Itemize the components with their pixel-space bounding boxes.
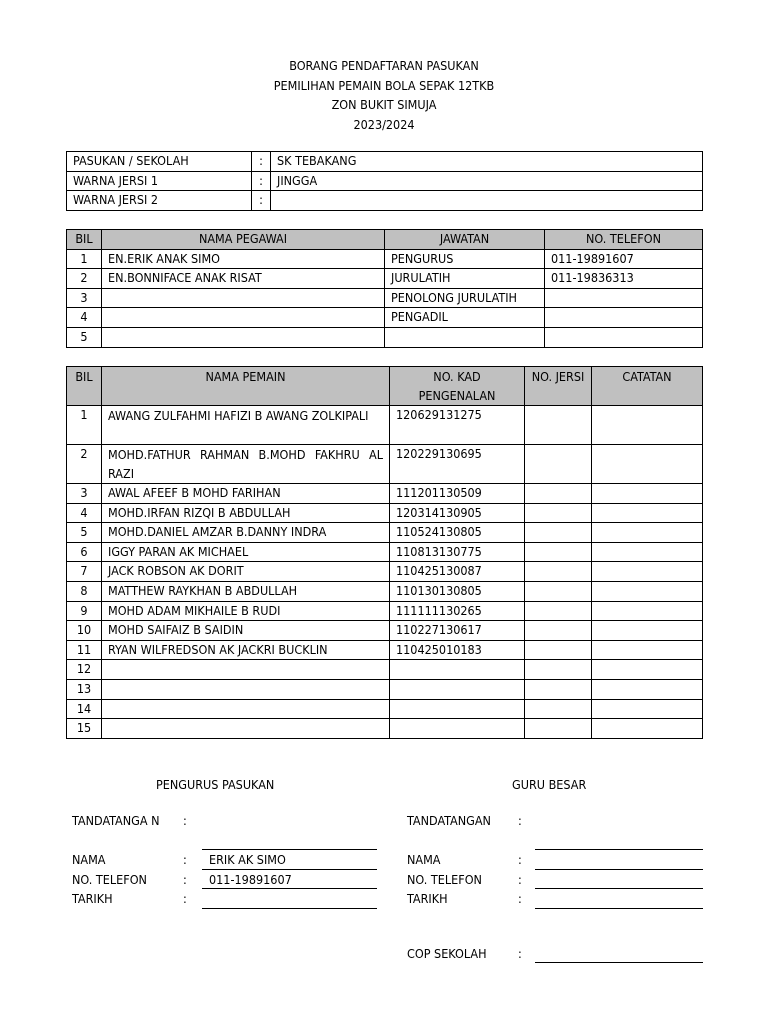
info-value: SK TEBAKANG (271, 152, 703, 172)
cell-jersi (525, 542, 592, 562)
cell-catatan (592, 679, 703, 699)
table-row (67, 640, 703, 660)
school-stamp-line (535, 962, 703, 963)
cell-nama: IGGY PARAN AK MICHAEL (102, 542, 390, 562)
cell-catatan (592, 719, 703, 739)
cell-jersi (525, 503, 592, 523)
column-header-bil: BIL (67, 367, 102, 406)
right-signature-colon: : (518, 813, 522, 828)
table-row (67, 444, 703, 483)
table-row (67, 503, 703, 523)
cell-catatan (592, 562, 703, 582)
left-tarikh-line (202, 908, 377, 909)
cell-jawatan: PENOLONG JURULATIH (385, 288, 545, 308)
cell-ic: 110524130805 (390, 523, 525, 543)
cell-ic: 110813130775 (390, 542, 525, 562)
right-tarikh-line (535, 908, 703, 909)
cell-catatan (592, 503, 703, 523)
right-signature-label: TANDATANGAN (407, 813, 491, 828)
cell-jersi (525, 581, 592, 601)
cell-bil: 12 (67, 660, 102, 680)
title-line-3: ZON BUKIT SIMUJA (331, 97, 437, 113)
cell-bil: 3 (67, 484, 102, 504)
table-row (67, 601, 703, 621)
table-row (67, 660, 703, 680)
cell-bil: 9 (67, 601, 102, 621)
left-telefon-colon: : (183, 872, 187, 887)
table-row (67, 621, 703, 641)
cell-bil: 14 (67, 699, 102, 719)
table-row (67, 699, 703, 719)
info-row-jersey-1 (67, 171, 703, 191)
cell-nama: EN.BONNIFACE ANAK RISAT (102, 269, 385, 289)
officials-table (66, 229, 703, 348)
cell-telefon: 011-19836313 (545, 269, 703, 289)
cell-nama (102, 699, 390, 719)
table-row (67, 484, 703, 504)
title-line-2: PEMILIHAN PEMAIN BOLA SEPAK 12TKB (273, 77, 495, 93)
cell-jersi (525, 719, 592, 739)
cell-bil: 2 (67, 269, 102, 289)
cell-ic: 110227130617 (390, 621, 525, 641)
cell-catatan (592, 581, 703, 601)
cell-bil: 13 (67, 679, 102, 699)
cell-bil: 5 (67, 523, 102, 543)
table-row (67, 562, 703, 582)
info-separator: : (252, 171, 271, 191)
school-stamp-label: COP SEKOLAH (407, 946, 487, 961)
column-header-jawatan: JAWATAN (385, 230, 545, 250)
cell-bil: 15 (67, 719, 102, 739)
info-value (271, 191, 703, 211)
column-header-nama-pegawai: NAMA PEGAWAI (102, 230, 385, 250)
cell-telefon (545, 308, 703, 328)
cell-ic: 110425130087 (390, 562, 525, 582)
title-line-4: 2023/2024 (353, 117, 415, 133)
info-label: WARNA JERSI 2 (67, 191, 252, 211)
table-row (67, 269, 703, 289)
left-signature-label: TANDATANGA N (72, 813, 160, 828)
cell-bil: 8 (67, 581, 102, 601)
cell-nama (102, 679, 390, 699)
cell-jersi (525, 699, 592, 719)
cell-jawatan: PENGURUS (385, 249, 545, 269)
cell-nama: MOHD.IRFAN RIZQI B ABDULLAH (102, 503, 390, 523)
cell-ic: 120314130905 (390, 503, 525, 523)
cell-telefon (545, 327, 703, 347)
cell-nama: EN.ERIK ANAK SIMO (102, 249, 385, 269)
left-tarikh-label: TARIKH (72, 891, 113, 906)
cell-jersi (525, 523, 592, 543)
cell-nama (102, 288, 385, 308)
cell-nama: JACK ROBSON AK DORIT (102, 562, 390, 582)
table-row (67, 249, 703, 269)
right-telefon-label: NO. TELEFON (407, 872, 482, 887)
cell-nama: MOHD SAIFAIZ B SAIDIN (102, 621, 390, 641)
cell-jersi (525, 679, 592, 699)
cell-bil: 5 (67, 327, 102, 347)
cell-bil: 6 (67, 542, 102, 562)
cell-jersi (525, 484, 592, 504)
cell-catatan (592, 601, 703, 621)
cell-jersi (525, 406, 592, 445)
cell-bil: 4 (67, 503, 102, 523)
cell-nama (102, 719, 390, 739)
table-row (67, 288, 703, 308)
headmaster-heading: GURU BESAR (512, 777, 587, 792)
cell-catatan (592, 640, 703, 660)
officials-header-row (67, 230, 703, 250)
table-row (67, 581, 703, 601)
right-name-colon: : (518, 852, 522, 867)
team-manager-heading: PENGURUS PASUKAN (156, 777, 275, 792)
left-telefon-line (202, 888, 377, 889)
right-tarikh-colon: : (518, 891, 522, 906)
right-name-label: NAMA (407, 852, 441, 867)
cell-jawatan: JURULATIH (385, 269, 545, 289)
school-stamp-colon: : (518, 946, 522, 961)
column-header-kad-pengenalan: NO. KAD PENGENALAN (390, 367, 525, 406)
cell-nama: MOHD.DANIEL AMZAR B.DANNY INDRA (102, 523, 390, 543)
cell-nama: MOHD.FATHUR RAHMAN B.MOHD FAKHRU AL RAZI (102, 444, 390, 483)
cell-catatan (592, 621, 703, 641)
table-row (67, 542, 703, 562)
cell-bil: 4 (67, 308, 102, 328)
column-header-bil: BIL (67, 230, 102, 250)
info-row-team (67, 152, 703, 172)
title-line-1: BORANG PENDAFTARAN PASUKAN (289, 58, 479, 73)
cell-bil: 11 (67, 640, 102, 660)
left-signature-colon: : (183, 813, 187, 828)
column-header-catatan: CATATAN (592, 367, 703, 406)
left-telefon-label: NO. TELEFON (72, 872, 147, 887)
table-row (67, 523, 703, 543)
cell-jersi (525, 562, 592, 582)
cell-ic (390, 719, 525, 739)
cell-ic: 120629131275 (390, 406, 525, 445)
cell-catatan (592, 523, 703, 543)
right-telefon-colon: : (518, 872, 522, 887)
left-name-label: NAMA (72, 852, 106, 867)
cell-catatan (592, 660, 703, 680)
cell-bil: 3 (67, 288, 102, 308)
right-signature-line (535, 849, 703, 850)
cell-ic: 120229130695 (390, 444, 525, 483)
column-header-jersi: NO. JERSI (525, 367, 592, 406)
cell-nama (102, 327, 385, 347)
cell-jersi (525, 444, 592, 483)
cell-nama (102, 308, 385, 328)
table-row (67, 406, 703, 445)
right-name-line (535, 869, 703, 870)
cell-bil: 2 (67, 444, 102, 483)
cell-bil: 7 (67, 562, 102, 582)
column-header-nama-pemain: NAMA PEMAIN (102, 367, 390, 406)
table-row (67, 719, 703, 739)
cell-bil: 10 (67, 621, 102, 641)
cell-nama: MATTHEW RAYKHAN B ABDULLAH (102, 581, 390, 601)
cell-bil: 1 (67, 249, 102, 269)
right-tarikh-label: TARIKH (407, 891, 448, 906)
cell-jawatan (385, 327, 545, 347)
info-label: WARNA JERSI 1 (67, 171, 252, 191)
cell-ic: 111201130509 (390, 484, 525, 504)
info-label: PASUKAN / SEKOLAH (67, 152, 252, 172)
left-telefon-value: 011-19891607 (209, 872, 292, 887)
info-separator: : (252, 152, 271, 172)
cell-jawatan: PENGADIL (385, 308, 545, 328)
column-header-telefon: NO. TELEFON (545, 230, 703, 250)
table-row (67, 679, 703, 699)
players-table (66, 366, 703, 739)
cell-telefon (545, 288, 703, 308)
cell-jersi (525, 621, 592, 641)
cell-catatan (592, 444, 703, 483)
cell-ic (390, 699, 525, 719)
cell-nama: AWAL AFEEF B MOHD FARIHAN (102, 484, 390, 504)
cell-nama (102, 660, 390, 680)
cell-ic: 111111130265 (390, 601, 525, 621)
cell-jersi (525, 640, 592, 660)
info-value: JINGGA (271, 171, 703, 191)
cell-nama: MOHD ADAM MIKHAILE B RUDI (102, 601, 390, 621)
cell-ic (390, 660, 525, 680)
info-separator: : (252, 191, 271, 211)
left-tarikh-colon: : (183, 891, 187, 906)
info-row-jersey-2 (67, 191, 703, 211)
players-header-row (67, 367, 703, 406)
cell-bil: 1 (67, 406, 102, 445)
cell-telefon: 011-19891607 (545, 249, 703, 269)
cell-ic (390, 679, 525, 699)
cell-ic: 110425010183 (390, 640, 525, 660)
left-name-colon: : (183, 852, 187, 867)
left-name-line-top (202, 849, 377, 850)
form-title (0, 56, 768, 135)
right-telefon-line (535, 888, 703, 889)
cell-catatan (592, 699, 703, 719)
cell-catatan (592, 484, 703, 504)
table-row (67, 308, 703, 328)
cell-nama: AWANG ZULFAHMI HAFIZI B AWANG ZOLKIPALI (102, 406, 390, 445)
team-info-table (66, 151, 703, 211)
table-row (67, 327, 703, 347)
cell-jersi (525, 660, 592, 680)
cell-nama: RYAN WILFREDSON AK JACKRI BUCKLIN (102, 640, 390, 660)
cell-catatan (592, 542, 703, 562)
left-name-value: ERIK AK SIMO (209, 852, 286, 867)
cell-jersi (525, 601, 592, 621)
cell-catatan (592, 406, 703, 445)
cell-ic: 110130130805 (390, 581, 525, 601)
